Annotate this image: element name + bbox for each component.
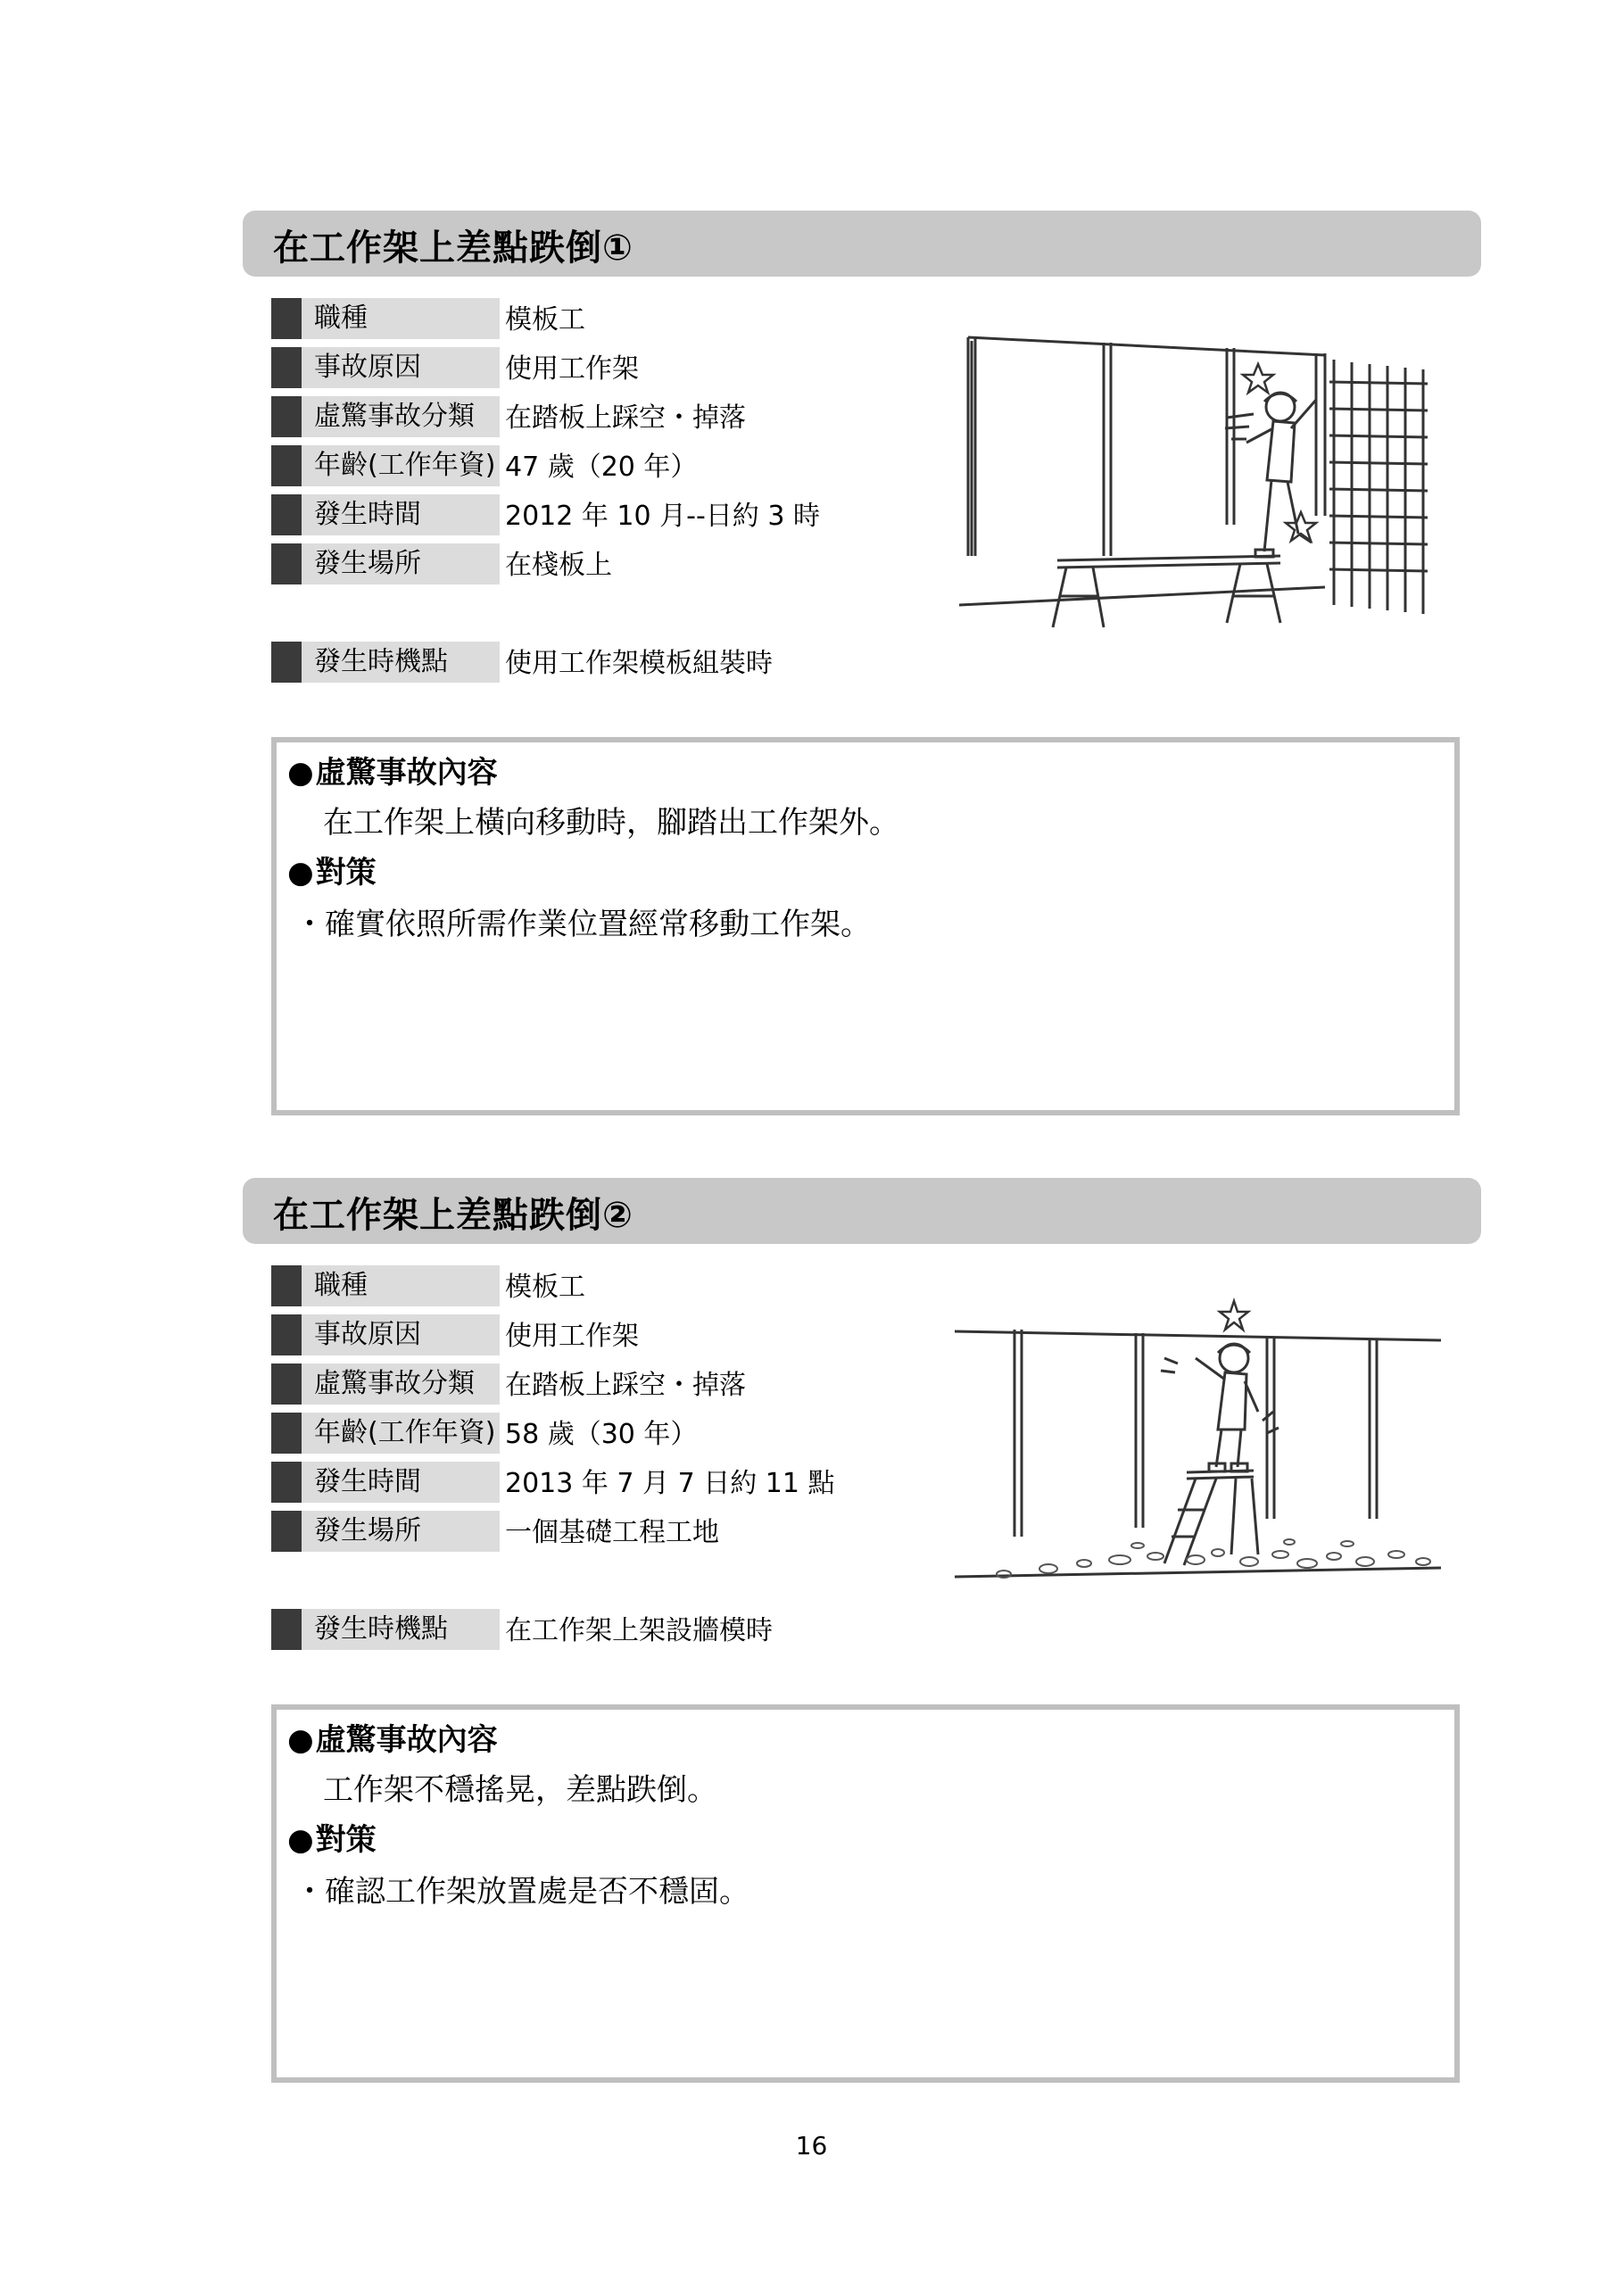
row-marker bbox=[271, 494, 302, 535]
row-label: 年齡(工作年資) bbox=[302, 1413, 500, 1454]
detail-box bbox=[271, 1704, 1460, 2083]
row-marker bbox=[271, 543, 302, 584]
bullet-icon: ● bbox=[287, 855, 314, 891]
row-label: 發生時間 bbox=[302, 1462, 500, 1503]
row-marker bbox=[271, 1462, 302, 1503]
row-marker bbox=[271, 1265, 302, 1306]
row-value: 使用工作架模板組裝時 bbox=[505, 648, 773, 679]
incident-text: 工作架不穩搖晃，差點跌倒。 bbox=[323, 1772, 717, 1808]
row-marker bbox=[271, 445, 302, 486]
case-title-bar bbox=[243, 211, 1481, 277]
row-label: 發生時機點 bbox=[302, 1609, 500, 1650]
detail-box bbox=[271, 737, 1460, 1115]
row-label: 職種 bbox=[302, 1265, 500, 1306]
row-label: 發生場所 bbox=[302, 543, 500, 584]
incident-text: 在工作架上橫向移動時，腳踏出工作架外。 bbox=[323, 805, 899, 841]
row-marker bbox=[271, 1511, 302, 1552]
measure-text: ・確認工作架放置處是否不穩固。 bbox=[294, 1874, 749, 1910]
row-value: 模板工 bbox=[505, 1272, 585, 1303]
row-label: 事故原因 bbox=[302, 1314, 500, 1355]
bullet-icon: ● bbox=[287, 755, 314, 791]
row-label: 虛驚事故分類 bbox=[302, 1364, 500, 1405]
measure-text: ・確實依照所需作業位置經常移動工作架。 bbox=[294, 907, 871, 942]
measure-heading: ●對策 bbox=[287, 855, 377, 891]
measure-heading: ●對策 bbox=[287, 1822, 377, 1858]
row-label: 發生時機點 bbox=[302, 642, 500, 683]
row-marker bbox=[271, 1413, 302, 1454]
case-title: 在工作架上差點跌倒① bbox=[273, 228, 633, 269]
row-value: 47 歲（20 年） bbox=[505, 452, 698, 483]
row-label: 年齡(工作年資) bbox=[302, 445, 500, 486]
row-label: 職種 bbox=[302, 298, 500, 339]
bullet-icon: ● bbox=[287, 1722, 314, 1758]
page-number: 16 bbox=[795, 2131, 828, 2160]
row-marker bbox=[271, 396, 302, 437]
row-marker bbox=[271, 298, 302, 339]
row-marker bbox=[271, 642, 302, 683]
row-value: 在工作架上架設牆模時 bbox=[505, 1615, 773, 1646]
case-title-bar bbox=[243, 1178, 1481, 1244]
row-value: 使用工作架 bbox=[505, 1321, 639, 1352]
row-label: 發生場所 bbox=[302, 1511, 500, 1552]
row-value: 模板工 bbox=[505, 304, 585, 336]
row-value: 在棧板上 bbox=[505, 550, 612, 581]
row-marker bbox=[271, 347, 302, 388]
row-value: 一個基礎工程工地 bbox=[505, 1517, 719, 1548]
row-value: 2013 年 7 月 7 日約 11 點 bbox=[505, 1468, 835, 1499]
bullet-icon: ● bbox=[287, 1822, 314, 1858]
worker-scaffold-illustration bbox=[959, 328, 1450, 632]
row-marker bbox=[271, 1609, 302, 1650]
incident-heading: ●虛驚事故內容 bbox=[287, 1722, 498, 1758]
worker-stand-illustration bbox=[950, 1296, 1445, 1590]
row-label: 事故原因 bbox=[302, 347, 500, 388]
row-marker bbox=[271, 1314, 302, 1355]
incident-heading: ●虛驚事故內容 bbox=[287, 755, 498, 791]
row-value: 在踏板上踩空・掉落 bbox=[505, 1370, 746, 1401]
row-label: 發生時間 bbox=[302, 494, 500, 535]
row-value: 在踏板上踩空・掉落 bbox=[505, 402, 746, 434]
row-value: 2012 年 10 月--日約 3 時 bbox=[505, 501, 820, 532]
row-value: 使用工作架 bbox=[505, 353, 639, 385]
row-label: 虛驚事故分類 bbox=[302, 396, 500, 437]
case-title: 在工作架上差點跌倒② bbox=[273, 1195, 633, 1236]
row-value: 58 歲（30 年） bbox=[505, 1419, 698, 1450]
row-marker bbox=[271, 1364, 302, 1405]
